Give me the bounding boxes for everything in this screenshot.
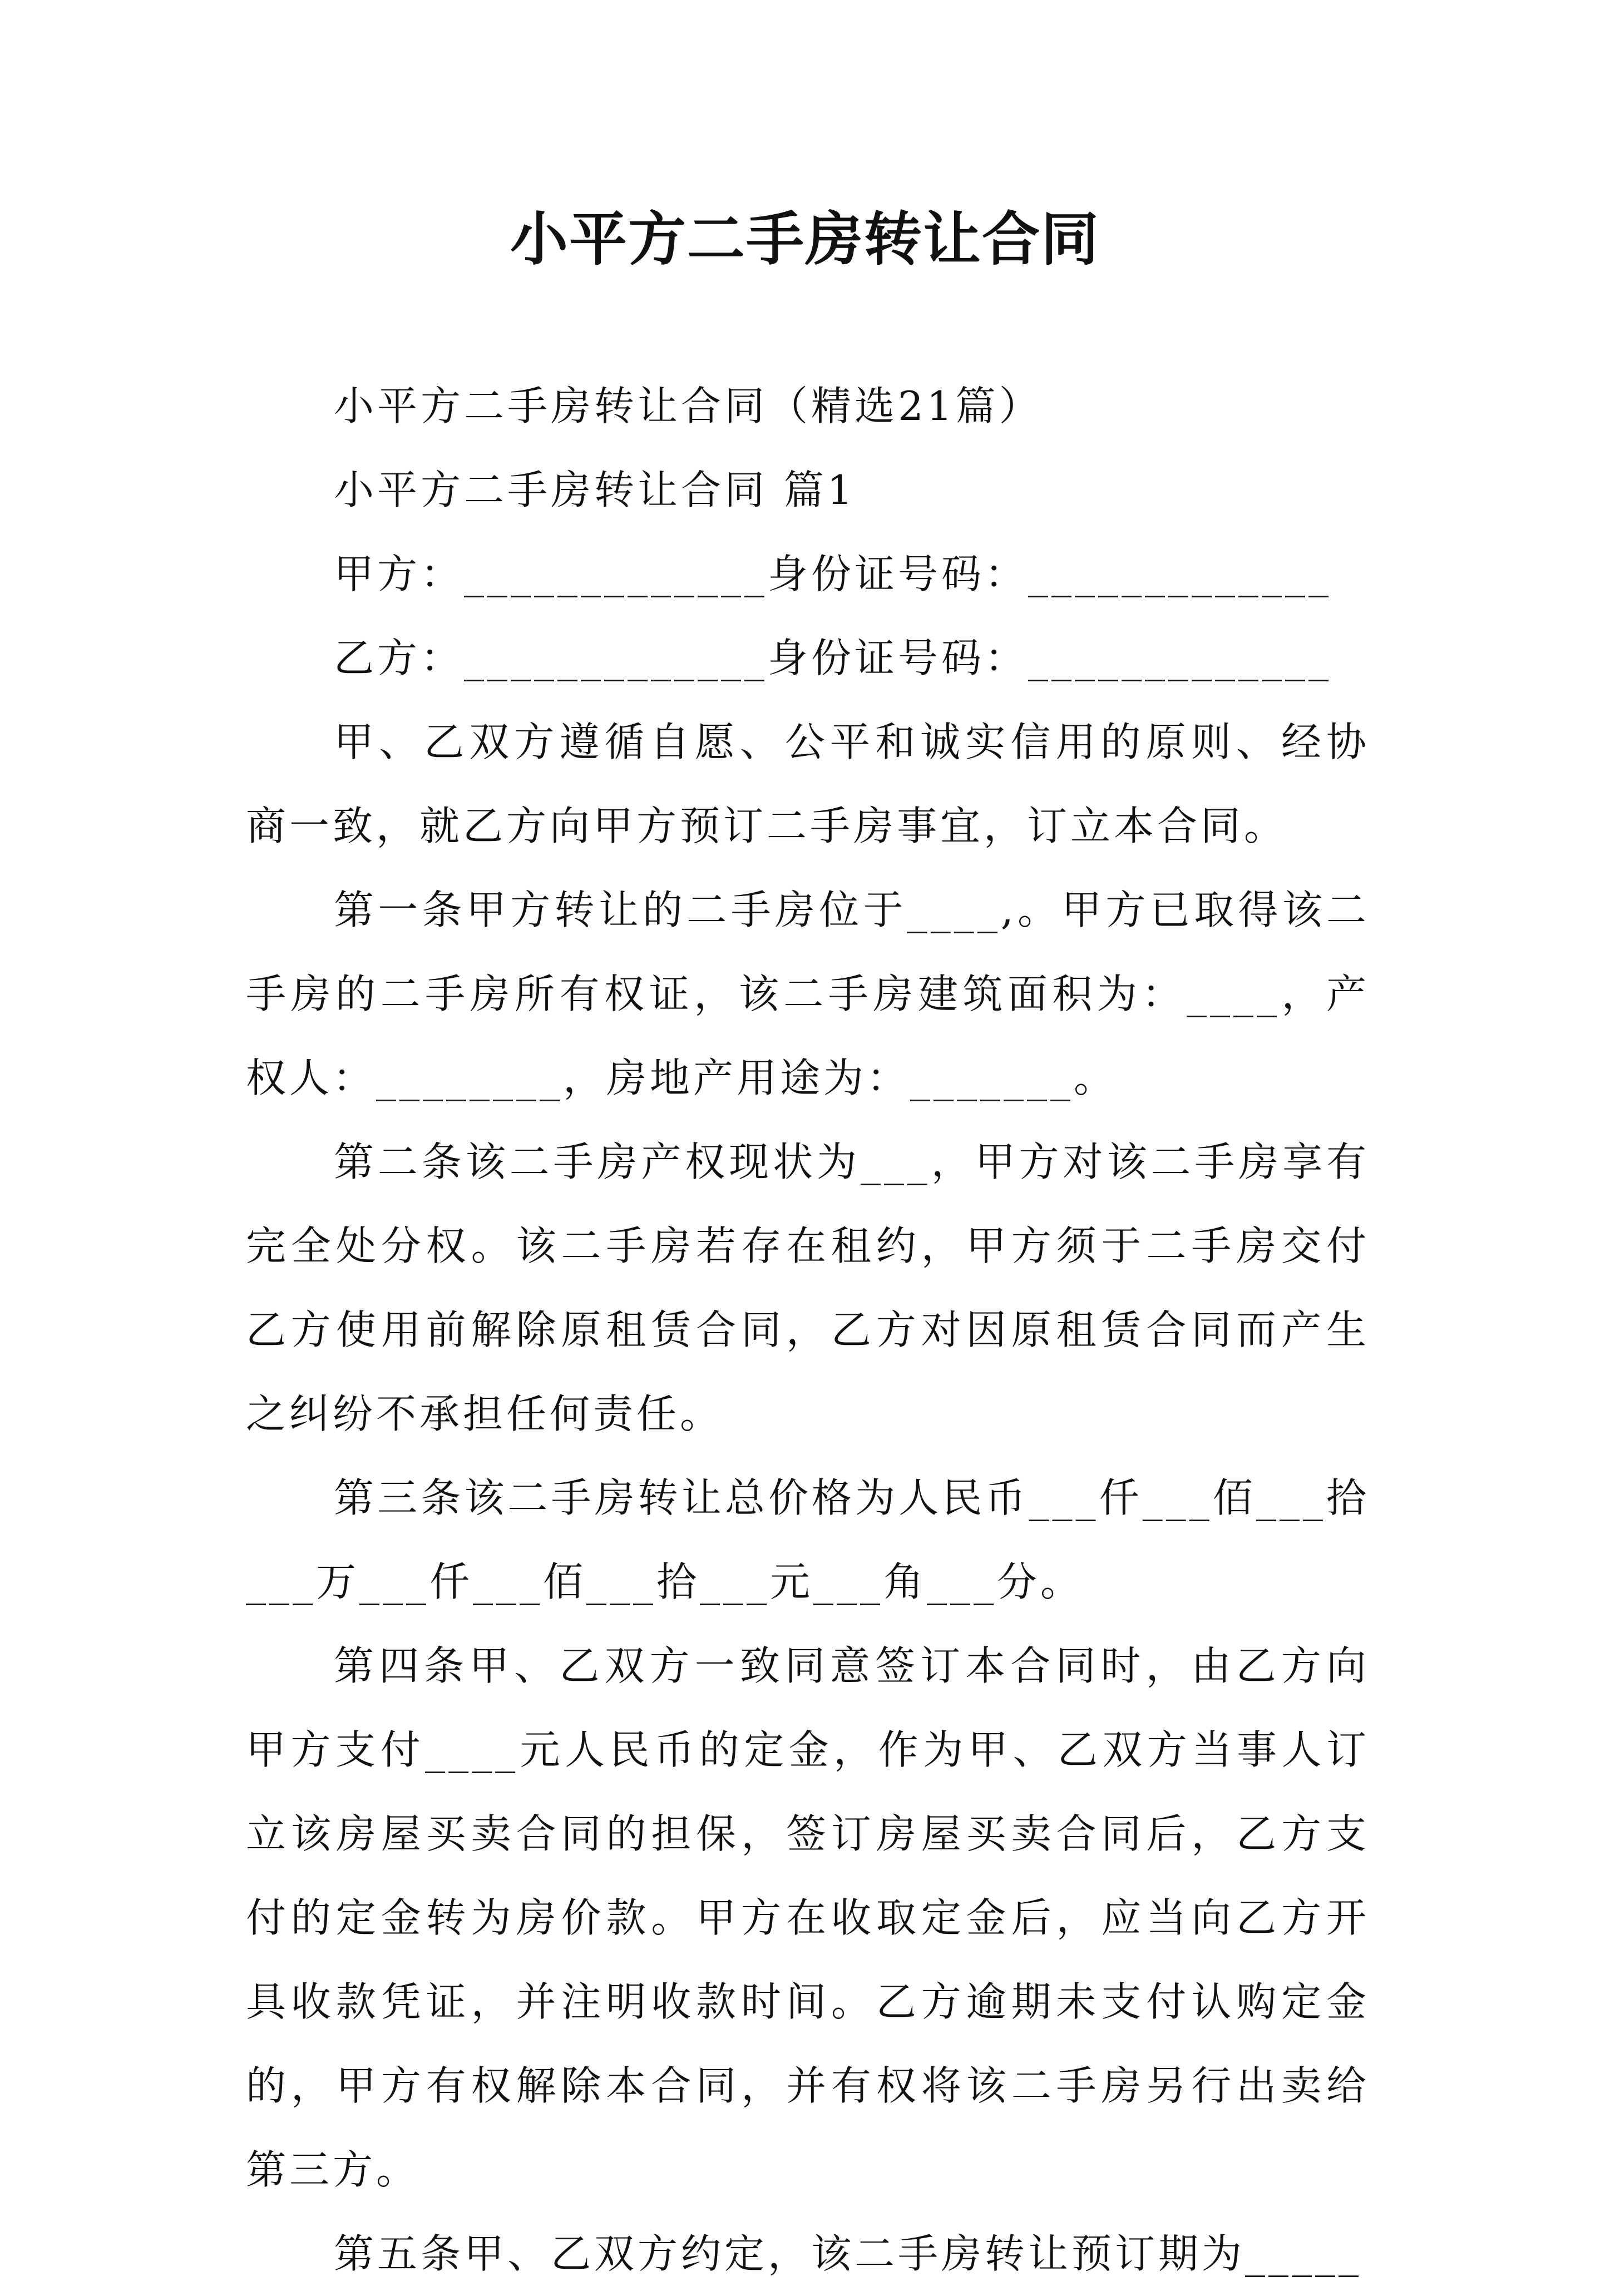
- subtitle-paragraph: 小平方二手房转让合同（精选21篇）: [334, 383, 1043, 429]
- article-4-paragraph: 第四条甲、乙双方一致同意签订本合同时，由乙方向甲方支付____元人民币的定金，作为甲、乙双方当事人订立该房屋买卖合同的担保，签订房屋买卖合同后，乙方支付的定金转为房价款。甲方在收取定金后，应当向乙方开具收款凭证，并注明收款时间。乙方逾期未支付认购定金的，甲方有权解除本合同，并有权将该二手房另行出卖给第三方。: [246, 1642, 1370, 2193]
- article-1-paragraph: 第一条甲方转让的二手房位于____,。甲方已取得该二手房的二手房所有权证，该二手房建筑面积为：____，产权人：________，房地产用途为：_______。: [246, 887, 1370, 1101]
- document-title: 小平方二手房转让合同: [510, 205, 1100, 273]
- party-b-line: 乙方：_____________身份证号码：_____________: [334, 635, 1332, 681]
- document-body: [246, 364, 1370, 2296]
- preamble-paragraph: 甲、乙双方遵循自愿、公平和诚实信用的原则、经协商一致，就乙方向甲方预订二手房事宜，订立本合同。: [246, 719, 1370, 849]
- party-a-line: 甲方：_____________身份证号码：_____________: [334, 551, 1332, 597]
- article-3-paragraph: 第三条该二手房转让总价格为人民币___仟___佰___拾___万___仟___佰___拾___元___角___分。: [246, 1474, 1370, 1605]
- article-2-paragraph: 第二条该二手房产权现状为___，甲方对该二手房享有完全处分权。该二手房若存在租约，甲方须于二手房交付乙方使用前解除原租赁合同，乙方对因原租赁合同而产生之纠纷不承担任何责任。: [246, 1139, 1370, 1437]
- article-5-paragraph: 第五条甲、乙双方约定，该二手房转让预订期为_____: [334, 2230, 1362, 2277]
- section-heading: 小平方二手房转让合同 篇1: [334, 467, 856, 513]
